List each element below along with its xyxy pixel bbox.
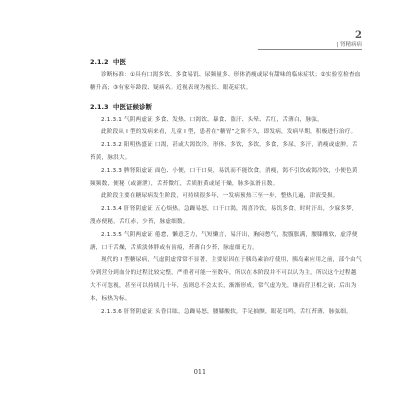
syndrome-item-2-1-3-3: 2.1.3.3 脾肾阳虚证 面色、小便，口干口臭，易饥而不能饮食，消瘦，渴不引饮或渴冷饮，小便色黄频频数，便秘（或溏泄），舌苔微红，舌质脏黄或尾干燥，脉多弦滑且数。 — [90, 167, 358, 187]
section-number: 2.1.2 — [90, 58, 109, 66]
diagnosis-paragraph: 诊断标准：①具有口渴多饮、多食易饥、尿频量多、形体消瘦或尿有甜味的临床症状；②实验室检查血糖升高；③有家年龄段、疑病名。近视表现为视长、眼花症状。 — [90, 72, 361, 91]
section-title: 中医证候诊断 — [113, 102, 153, 111]
syndrome-item-2-1-3-4: 2.1.3.4 肝肾阴虚证 五心烦热，急躁易怒，口干口渴，渴喜冷饮，易饥多食，时时汗出，少寐多梦，溲赤便秘，舌红赤，少苔，脉虚细数。 — [90, 206, 358, 225]
syndrome-item-2-1-3-1: 2.1.3.1 气阴两虚证 多食、发热、口渴饮、暴食、盗汗、头晕、舌红，舌薄白，脉弦。 — [101, 116, 323, 123]
section-number: 2.1.3 — [90, 102, 109, 111]
page-number: 011 — [193, 368, 207, 376]
page-content — [90, 52, 362, 318]
body-paragraph: 此阶段主要在糖尿病发生阶段，可持续很多年，一发病预热三至一步，整热几遍，津液受损。 — [101, 193, 339, 200]
header-rule — [258, 49, 362, 50]
syndrome-item-2-1-3-6: 2.1.3.6 肝肾阴虚证 头昏目眩，急躁易怒，腰膝酸软，手足抽颤，眼花耳鸣，舌红苔薄，脉弦细。 — [101, 308, 352, 315]
page-header — [258, 30, 362, 50]
chapter-number: 2 — [355, 30, 362, 41]
body-paragraph: 此阶段从 I 型的发病来看，儿童 I 型，患者在“糖胃”之阶不久，即发病，发病早期，积极进行治疗。 — [101, 129, 357, 136]
syndrome-item-2-1-3-5: 2.1.3.5 气阴两虚证 倦怠，懒意乏力，气短懒言，易汗出，胸闷憋气，脘腹胀满，腰膝酸软，虚浮便溏，口干舌燥，舌质淡体胖或有齿痕，苔薄白少苔，脉虚细无力。 — [90, 231, 358, 251]
body-paragraph: 现代的 I 型糖尿病，气虚阴虚常常不显著，主要原因在于胰岛素治疗使用，胰岛素应用之前，部个由气分到营分到血分的过程比较完整，严重者可能一至数年，所以在本阶段并不可以认为主，所以这个过程越大不可忽视，甚至可以持续几十年，虽则总不会太长，渐渐形成，常气虚为先，继而营卫相之衰；后出为本，标热为标。 — [90, 257, 362, 302]
chapter-title: | 肾精病病 — [336, 42, 362, 48]
section-title: 中医 — [113, 58, 127, 66]
syndrome-item-2-1-3-2: 2.1.3.2 阳明热盛证 口渴，甚或大渴饮冷，形体、多饮，多饮，多食，多尿，多汗，消瘦或虚肿，舌苔黄，脉洪大。 — [90, 142, 358, 161]
section-heading-2-1-3 — [90, 102, 362, 111]
section-heading-2-1-2 — [90, 57, 362, 66]
